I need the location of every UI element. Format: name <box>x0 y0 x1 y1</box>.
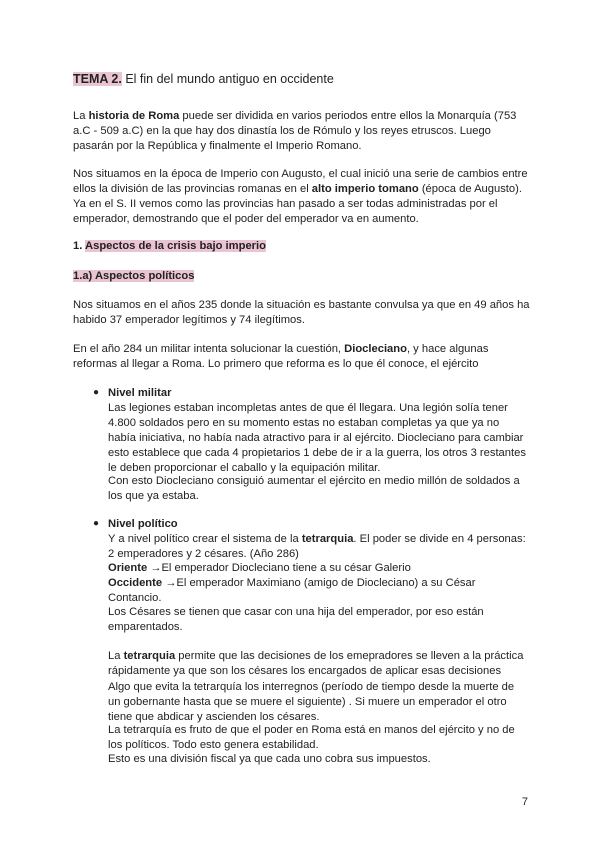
body-paragraph-4 <box>73 342 533 372</box>
bullet-text-politico-1 <box>108 532 528 562</box>
title-text: El fin del mundo antiguo en occidente <box>121 72 334 86</box>
section-1a-heading <box>73 269 533 284</box>
bold-text: historia de Roma <box>88 110 180 122</box>
bullet-text-politico-3 <box>108 649 528 679</box>
heading-text: Aspectos de la crisis bajo imperio <box>85 240 266 252</box>
text: (época de Augusto). Ya en el S. II vemos como las provincias han pasado a ser todas administradas por el emperador, demostrando que el poder del emperador va en aumento. <box>73 183 522 225</box>
bullet-text-militar-2: Con esto Diocleciano consiguió aumentar el ejército en medio millón de soldados a los que ya estaba. <box>108 475 520 502</box>
text: →El emperador Maximiano (amigo de Diocleciano) a su César Contancio. <box>108 577 476 604</box>
bullet-dot: ● <box>93 518 100 529</box>
bullet-heading-militar <box>108 386 528 401</box>
bullet-text-politico-6: Esto es una división fiscal ya que cada uno cobra sus impuestos. <box>108 753 431 765</box>
bullet-text-politico-4: Algo que evita la tetrarquía los interregnos (período de tiempo desde la muerte de un gobernante hasta que se muere el siguiente) . Si muere un emperador el otro tiene que abdicar y ascienden los césares. <box>108 681 515 723</box>
text: En el año 284 un militar intenta solucionar la cuestión, <box>73 343 345 355</box>
bullet-text-militar-1: Las legiones estaban incompletas antes de que él llegara. Una legión solía tener 4.800 soldados pero en su momento estas no estaban completas ya que ya no había iniciativa, no había nada atractivo para ir al ejército. Diocleciano para cambiar esto establece que cada 4 propietarios 1 debe de ir a la guerra, los otros 3 restantes le deben proporcionar el caballo y la equipación militar. <box>108 402 526 474</box>
bold-text: Nivel político <box>108 518 178 530</box>
page-number: 7 <box>521 796 528 808</box>
bullet-text-politico-5: La tetrarquía es fruto de que el poder en Roma está en manos del ejército y no de los políticos. Todo esto genera estabilidad. <box>108 724 515 751</box>
bold-text: Diocleciano <box>344 343 407 355</box>
text: La <box>108 650 124 662</box>
text: puede ser dividida en varios periodos entre ellos la Monarquía (753 a.C - 509 a.C) en la que hay dos dinastía los de Rómulo y los reyes etruscos. Luego pasarán por la República y finalmente el Imperio Romano. <box>73 110 517 152</box>
body-paragraph-3: Nos situamos en el años 235 donde la situación es bastante convulsa ya que en 49 años ha habido 37 emperador legítimos y 74 ilegítimos. <box>73 299 530 326</box>
section-1-heading <box>73 239 533 254</box>
bullet-heading-politico <box>108 517 528 532</box>
text: Nos situamos en la época de Imperio con Augusto, el cual inició una serie de cambios entre ellos la división de las provincias romanas en el <box>73 168 528 195</box>
text: →El emperador Diocleciano tiene a su césar Galerio <box>147 562 411 574</box>
bold-text: Nivel militar <box>108 387 172 399</box>
bullet-text-politico-2: Los Césares se tienen que casar con una hija del emperador, por eso están emparentados. <box>108 606 484 633</box>
occidente-line <box>108 576 528 606</box>
intro-paragraph-1 <box>73 109 533 154</box>
page-title <box>73 72 533 87</box>
text: , y hace algunas reformas al llegar a Roma. Lo primero que reforma es lo que él conoce, el ejército <box>73 343 489 370</box>
bold-text: Oriente <box>108 562 148 574</box>
text: Y a nivel político crear el sistema de la <box>108 533 302 545</box>
title-label: TEMA 2. <box>73 72 122 86</box>
heading-text: 1.a) Aspectos políticos <box>73 270 195 282</box>
text: permite que las decisiones de los emepradores se lleven a la práctica rápidamente ya que son los césares los encargados de aplicar esas decisiones <box>108 650 524 677</box>
oriente-line <box>108 561 528 576</box>
text: La <box>73 110 89 122</box>
bullet-dot: ● <box>93 387 100 398</box>
intro-paragraph-2 <box>73 167 533 227</box>
heading-number: 1. <box>73 240 86 252</box>
bold-text: alto imperio tomano <box>311 183 419 195</box>
bold-text: Occidente <box>108 577 163 589</box>
text: . El poder se divide en 4 personas: 2 emperadores y 2 césares. (Año 286) <box>108 533 526 560</box>
bold-text: tetrarquia <box>301 533 354 545</box>
bold-text: tetrarquia <box>123 650 176 662</box>
